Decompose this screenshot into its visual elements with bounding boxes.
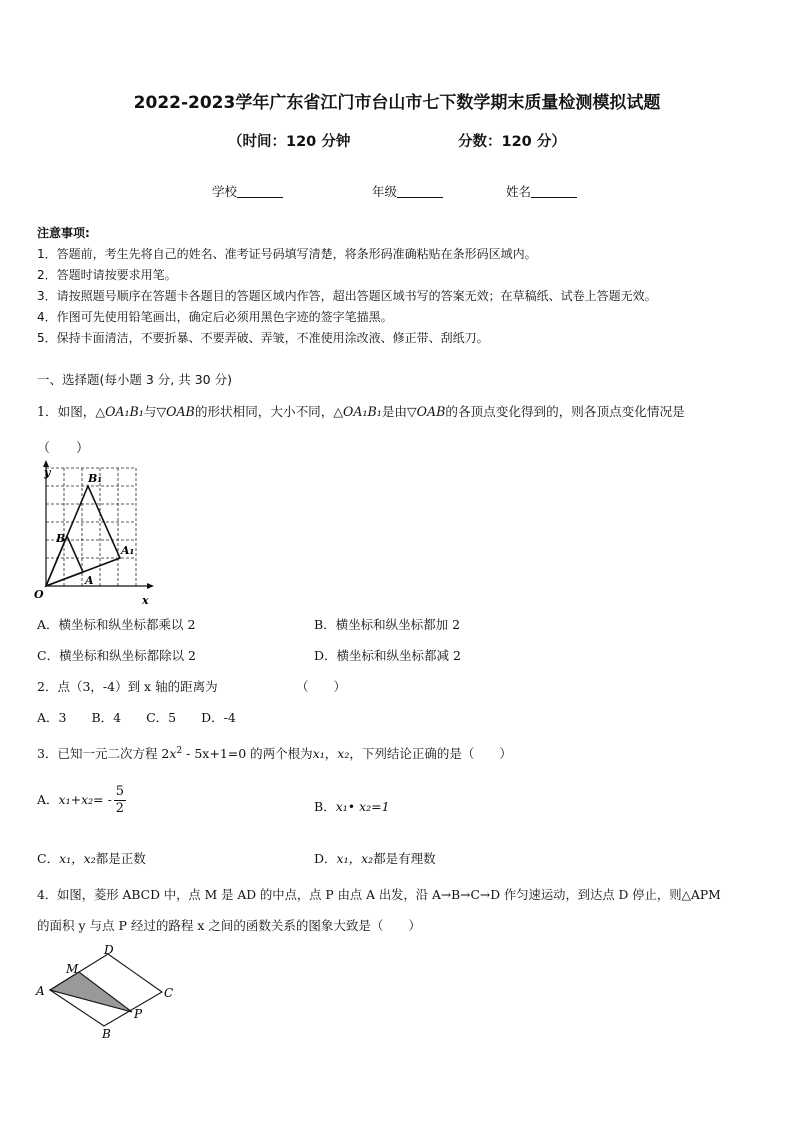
- label-a: A: [85, 574, 94, 587]
- label-o: O: [34, 588, 44, 601]
- name-field: [506, 182, 577, 200]
- q2-options: A．3 B．4 C．5 D．-4: [37, 710, 236, 725]
- q3-option-a: A．x₁+x₂= - $\frac{5}{2}$: [37, 784, 125, 816]
- q1-option-c: C．横坐标和纵坐标都除以 2: [37, 648, 196, 663]
- q1-symbol: ▽OAB: [156, 404, 195, 419]
- q1-figure: [30, 458, 160, 608]
- score-label: 分数：120 分）: [458, 134, 566, 150]
- triangle-apm: [50, 972, 132, 1012]
- label-m: M: [66, 962, 79, 976]
- section-heading: 一、选择题(每小题 3 分, 共 30 分): [37, 372, 232, 387]
- fraction: $\frac{5}{2}$: [115, 784, 125, 816]
- q1-option-d: D．横坐标和纵坐标都减 2: [314, 648, 461, 663]
- q4-stem-line1: 4．如图，菱形 ABCD 中，点 M 是 AD 的中点，点 P 由点 A 出发，沿 A→B→C→D 作匀速运动，到达点 D 停止，则△APM: [37, 888, 721, 902]
- label-a1: A₁: [121, 544, 135, 557]
- q3-option-b: B．x₁• x₂=1: [314, 799, 390, 814]
- q1-option-b: B．横坐标和纵坐标都加 2: [314, 617, 461, 632]
- grade-label: 年级: [372, 184, 398, 199]
- notice-item: 3．请按照题号顺序在答题卡各题目的答题区域内作答，超出答题区域书写的答案无效；在草稿纸、试卷上答题无效。: [37, 289, 657, 303]
- name-blank: [531, 185, 577, 198]
- grade-field: [372, 182, 443, 200]
- notice-item: 2．答题时请按要求用笔。: [37, 268, 177, 282]
- q1-symbol: △OA₁B₁: [333, 404, 382, 419]
- grade-blank: [397, 185, 443, 198]
- label-d: D: [104, 943, 114, 957]
- label-p: P: [134, 1007, 143, 1021]
- name-label: 姓名: [506, 184, 532, 199]
- notice-item: 5．保持卡面清洁，不要折暴、不要弄破、弄皱，不准使用涂改液、修正带、刮纸刀。: [37, 331, 489, 345]
- notice-item: 4．作图可先使用铅笔画出，确定后必须用黑色字迹的签字笔描黑。: [37, 310, 393, 324]
- notice-heading: 注意事项:: [37, 226, 90, 240]
- q3-option-c: C．x₁，x₂都是正数: [37, 851, 146, 866]
- label-x: x: [142, 594, 149, 607]
- q1-option-a: A．横坐标和纵坐标都乘以 2: [37, 617, 196, 632]
- q2-stem: 2．点（3，-4）到 x 轴的距离为: [37, 679, 218, 694]
- q1-bracket: （ ）: [37, 441, 90, 456]
- notice-item: 1．答题前，考生先将自己的姓名、准考证号码填写清楚，将条形码准确粘贴在条形码区域内。: [37, 247, 537, 261]
- school-field: [212, 182, 283, 200]
- q4-stem-line2: 的面积 y 与点 P 经过的路程 x 之间的函数关系的图象大致是（ ）: [37, 918, 421, 933]
- q3-option-d: D．x₁，x₂都是有理数: [314, 851, 436, 866]
- q2-bracket: （ ）: [296, 679, 347, 694]
- q3-stem: 3．已知一元二次方程 $2x^2 - 5x+1=0$ 的两个根为x₁，x₂，下列结论正确的是（ ）: [37, 745, 512, 761]
- q1-symbol: ▽OAB: [407, 404, 446, 419]
- label-c: C: [164, 986, 174, 1000]
- label-y: y: [44, 466, 51, 479]
- label-a: A: [36, 984, 45, 998]
- x-arrow-icon: [147, 583, 154, 589]
- label-b: B: [102, 1027, 111, 1040]
- q1-stem: 1．如图，△OA₁B₁与▽OAB的形状相同，大小不同，△OA₁B₁是由▽OAB的各顶点变化得到的，则各顶点变化情况是: [37, 404, 685, 419]
- q1-symbol: △OA₁B₁: [95, 404, 144, 419]
- school-label: 学校: [212, 184, 238, 199]
- school-blank: [237, 185, 283, 198]
- q4-figure: [32, 942, 182, 1040]
- label-b1: B₁: [88, 472, 103, 485]
- page-title: 2022-2023学年广东省江门市台山市七下数学期末质量检测模拟试题: [133, 93, 661, 113]
- label-b: B: [56, 532, 66, 545]
- time-label: （时间：120 分钟: [228, 134, 351, 150]
